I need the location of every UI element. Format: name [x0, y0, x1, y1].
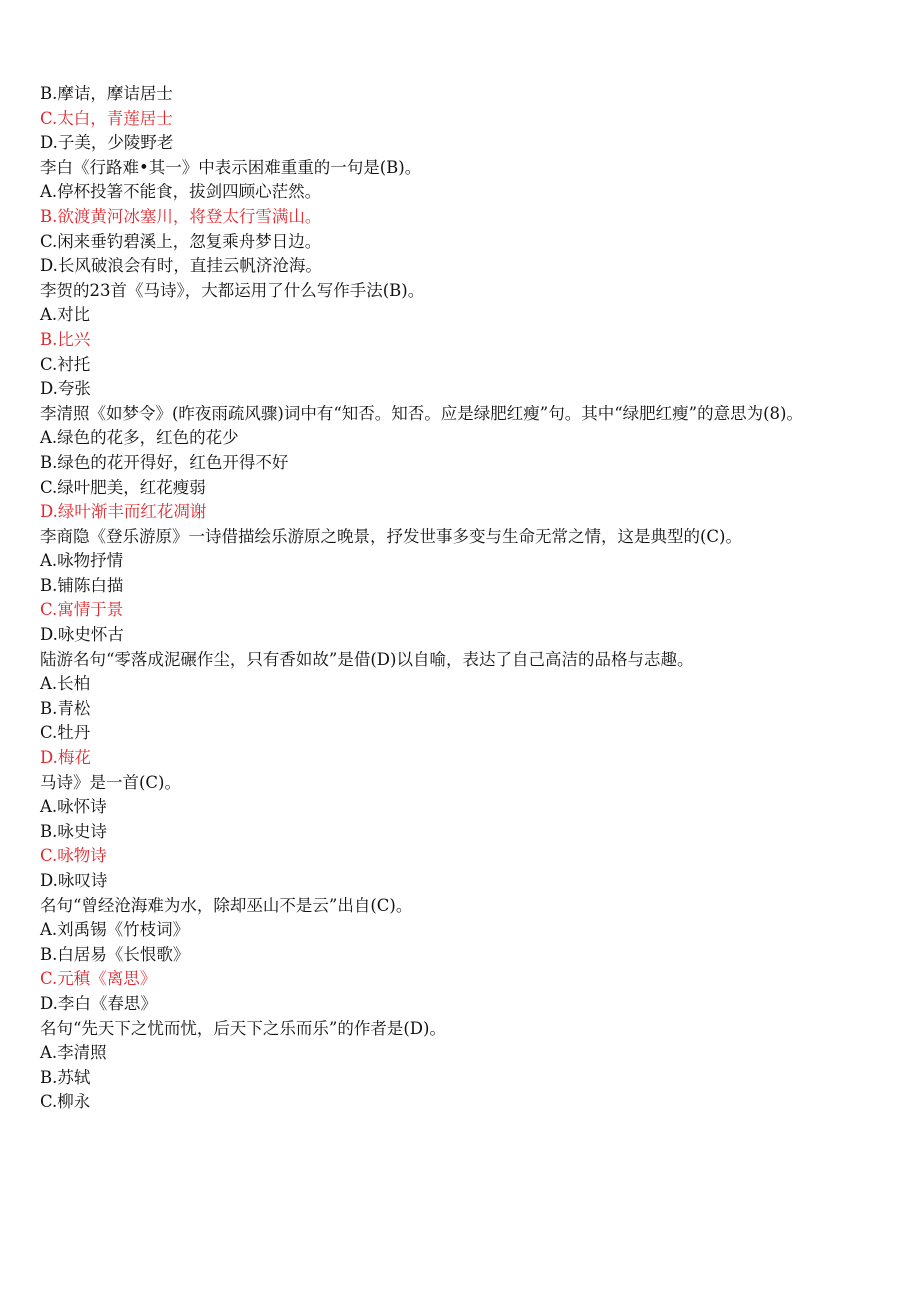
text-line: A.李清照 [40, 1043, 107, 1063]
text-line: C.柳永 [40, 1092, 91, 1112]
text-line: D.子美，少陵野老 [40, 133, 174, 153]
text-line: C.衬托 [40, 354, 91, 374]
text-line: 李清照《如梦令》(昨夜雨疏风骤)词中有“知否。知否。应是绿肥红瘦”句。其中“绿肥红瘦”的意思为(8)。 [40, 403, 803, 423]
text-line: 陆游名句“零落成泥碾作尘，只有香如故”是借(D)以自喻，表达了自己高洁的品格与志趣。 [40, 649, 694, 669]
text-line: D.咏史怀古 [40, 625, 124, 645]
text-line: A.刘禹锡《竹枝词》 [40, 920, 190, 940]
answer-option-line: C.元稹《离思》 [40, 969, 157, 989]
text-line: A.绿色的花多，红色的花少 [40, 428, 239, 448]
text-line: A.长柏 [40, 674, 91, 694]
text-line: 李商隐《登乐游原》一诗借描绘乐游原之晚景，抒发世事多变与生命无常之情，这是典型的(C)。 [40, 526, 742, 546]
answer-option-line: C.寓情于景 [40, 600, 124, 620]
text-line: A.咏怀诗 [40, 797, 107, 817]
text-line: B.摩诘，摩诘居士 [40, 84, 173, 103]
text-line: B.咏史诗 [40, 821, 107, 841]
text-line: C.牡丹 [40, 723, 91, 743]
text-line: B.铺陈白描 [40, 575, 124, 595]
text-line: A.停杯投箸不能食，拔剑四顾心茫然。 [40, 182, 322, 202]
answer-option-line: D.绿叶渐丰而红花凋谢 [40, 502, 207, 522]
text-line: B.苏轼 [40, 1067, 91, 1087]
text-line: A.对比 [40, 305, 91, 325]
text-line: 名句“曾经沧海难为水，除却巫山不是云”出自(C)。 [40, 895, 413, 915]
answer-option-line: D.梅花 [40, 748, 91, 768]
text-line: A.咏物抒情 [40, 551, 124, 571]
text-line: 名句“先天下之忧而忧，后天下之乐而乐”的作者是(D)。 [40, 1018, 446, 1038]
text-line: B.白居易《长恨歌》 [40, 944, 190, 964]
text-line: C.绿叶肥美，红花瘦弱 [40, 477, 206, 497]
text-line: D.长风破浪会有时，直挂云帆济沧海。 [40, 256, 322, 276]
answer-option-line: C.太白，青莲居士 [40, 108, 173, 128]
document-page [40, 82, 890, 1115]
text-line: 李白《行路难•其一》中表示困难重重的一句是(B)。 [40, 157, 422, 177]
text-line: D.李白《春思》 [40, 993, 157, 1013]
answer-option-line: B.欲渡黄河冰塞川，将登太行雪满山。 [40, 206, 322, 226]
text-line: D.夸张 [40, 379, 91, 399]
text-line: B.绿色的花开得好，红色开得不好 [40, 452, 289, 472]
text-line: B.青松 [40, 698, 91, 718]
text-line: D.咏叹诗 [40, 871, 108, 890]
text-line: 李贺的23首《马诗》，大都运用了什么写作手法(B)。 [40, 280, 425, 300]
text-line: C.闲来垂钓碧溪上，忽复乘舟梦日边。 [40, 231, 322, 251]
answer-option-line: C.咏物诗 [40, 846, 107, 866]
text-line: 马诗》是一首(C)。 [40, 772, 181, 792]
answer-option-line: B.比兴 [40, 329, 91, 349]
